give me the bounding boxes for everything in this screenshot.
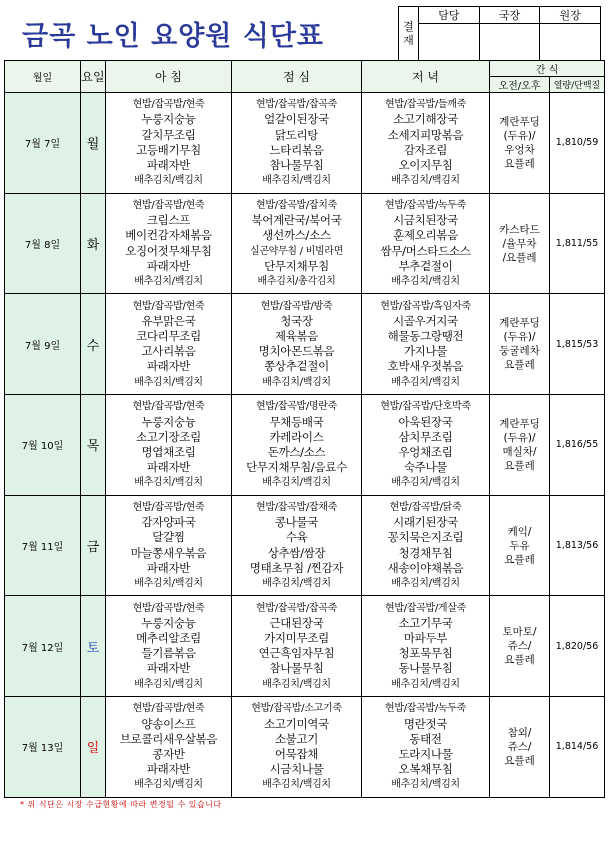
dinner-cell — [362, 697, 490, 798]
menu-item: 현밥/잡곡밥/들깨죽 — [384, 99, 467, 111]
menu-item: 명태초무침 /찐감자 — [249, 560, 344, 575]
menu-item: 호박새우젓볶음 — [387, 359, 464, 374]
menu-item: 배추김치/백김치 — [391, 678, 460, 690]
snack-cell — [490, 596, 550, 697]
menu-item: 쫑상추겉절이 — [264, 359, 329, 374]
snack-item: 카스타드 — [499, 223, 540, 236]
snack-item: /율무차 — [502, 237, 537, 250]
dinner-cell — [362, 294, 490, 395]
date-cell: 7월 9일 — [5, 294, 81, 395]
menu-item: 배추김치/백김치 — [262, 678, 331, 690]
header-snack-time: 오전/오후 — [490, 77, 550, 93]
menu-item: 현밥/잡곡밥/닭죽 — [389, 501, 462, 513]
menu-item: 가지나물 — [403, 344, 448, 359]
approval-role: 국장 — [479, 7, 540, 24]
menu-item: 소고기장조림 — [136, 429, 201, 444]
snack-item: 케익/ — [507, 525, 532, 538]
snack-item: (두유)/ — [503, 129, 536, 142]
snack-item: (두유)/ — [503, 431, 536, 444]
menu-item: 오복채무침 — [398, 762, 453, 777]
day-cell: 화 — [81, 193, 106, 294]
day-cell: 목 — [81, 395, 106, 496]
lunch-cell — [232, 495, 362, 596]
snack-cell — [490, 697, 550, 798]
header-lunch: 점 심 — [232, 61, 362, 93]
header-day: 요일 — [81, 61, 106, 93]
day-cell: 토 — [81, 596, 106, 697]
menu-item: 시골우거지국 — [393, 313, 458, 328]
dinner-cell — [362, 193, 490, 294]
menu-item: 현밥/잡곡밥/잡곡죽 — [255, 602, 338, 614]
meal-table-body — [5, 93, 605, 798]
snack-item: 참외/ — [507, 726, 532, 739]
menu-item: 시금치나물 — [269, 762, 324, 777]
menu-item: 파래자반 — [146, 661, 191, 676]
menu-item: 현밥/잡곡밥/현죽 — [132, 99, 205, 111]
snack-item: 요플레 — [504, 459, 535, 472]
menu-item: 배추김치/백김치 — [134, 275, 203, 287]
lunch-cell — [232, 596, 362, 697]
menu-item: 시금치된장국 — [393, 213, 458, 228]
menu-item: 쌈무/머스타드소스 — [380, 243, 471, 258]
menu-item: 브로콜리새우살볶음 — [119, 731, 218, 746]
menu-item: 달걀찜 — [152, 530, 185, 545]
menu-item: 청국장 — [280, 313, 313, 328]
menu-item: 꽁치묵은지조림 — [387, 530, 464, 545]
breakfast-cell — [106, 495, 232, 596]
table-row — [5, 294, 605, 395]
menu-item: 소고기해장국 — [393, 112, 458, 127]
menu-item: 수육 — [285, 530, 308, 545]
snack-cell — [490, 294, 550, 395]
menu-item: 파래자반 — [146, 359, 191, 374]
menu-item: 삼치무조림 — [398, 429, 453, 444]
menu-item: 갈치무조림 — [141, 127, 196, 142]
menu-item: 메추리알조림 — [136, 631, 201, 646]
menu-item: 닭도리탕 — [274, 127, 319, 142]
approval-role: 원장 — [540, 7, 601, 24]
menu-item: 현밥/잡곡밥/밤죽 — [260, 300, 333, 312]
breakfast-cell — [106, 93, 232, 194]
header-breakfast: 아 침 — [106, 61, 232, 93]
snack-item: 쥬스/ — [507, 640, 532, 653]
snack-item: 요플레 — [504, 553, 535, 566]
menu-item: 배추김치/백김치 — [262, 477, 331, 489]
menu-item: 현밥/잡곡밥/단호박죽 — [380, 401, 471, 413]
approval-signature-slot — [419, 24, 480, 61]
menu-item: 콩자반 — [152, 746, 185, 761]
table-row — [5, 93, 605, 194]
menu-item: 배추김치/백김치 — [391, 779, 460, 791]
menu-item: 배추김치/백김치 — [134, 779, 203, 791]
snack-item: (두유)/ — [503, 331, 536, 344]
snack-item: 토마토/ — [502, 626, 537, 639]
dinner-cell — [362, 596, 490, 697]
snack-cell — [490, 395, 550, 496]
date-cell: 7월 12일 — [5, 596, 81, 697]
allergy-info-block — [6, 810, 602, 852]
snack-cell — [490, 93, 550, 194]
snack-item: 우엉차 — [504, 143, 535, 156]
menu-item: 청포묵무침 — [398, 646, 453, 661]
menu-item: 명란젓국 — [403, 716, 448, 731]
lunch-cell — [232, 697, 362, 798]
menu-item: 현밥/잡곡밥/명란죽 — [255, 401, 338, 413]
date-cell: 7월 11일 — [5, 495, 81, 596]
nutrition-cell: 1,814/56 — [550, 697, 605, 798]
menu-item: 배추김치/백김치 — [391, 175, 460, 187]
menu-item: 파래자반 — [146, 762, 191, 777]
menu-item: 명엽채조림 — [141, 444, 196, 459]
table-row — [5, 697, 605, 798]
snack-item: /요플레 — [502, 251, 537, 264]
dinner-cell — [362, 495, 490, 596]
menu-item: 누룽지숭늉 — [141, 112, 196, 127]
menu-item: 단무지채무침/음료수 — [246, 460, 347, 475]
menu-item: 참나물무침 — [269, 661, 324, 676]
nutrition-cell: 1,813/56 — [550, 495, 605, 596]
menu-item: 어묵잡채 — [274, 746, 319, 761]
menu-item: 배추김치/백김치 — [262, 175, 331, 187]
menu-item: 실곤약무침 / 비빔라면 — [249, 245, 344, 257]
menu-item: 누룽지숭늉 — [141, 615, 196, 630]
notice-text: * 위 식단은 시장 수급현황에 따라 변경될 수 있습니다 — [20, 800, 222, 809]
day-cell: 수 — [81, 294, 106, 395]
menu-item: 오이지무침 — [398, 158, 453, 173]
menu-item: 콩나물국 — [274, 515, 319, 530]
table-row — [5, 395, 605, 496]
menu-item: 숙주나물 — [403, 460, 448, 475]
menu-item: 부추겉절이 — [398, 258, 453, 273]
menu-item: 현밥/잡곡밥/잡곡죽 — [255, 99, 338, 111]
menu-item: 참나물무침 — [269, 158, 324, 173]
menu-item: 도라지나물 — [398, 746, 453, 761]
menu-item: 현밥/잡곡밥/소고기죽 — [251, 703, 342, 715]
menu-item: 가지미무조림 — [264, 631, 329, 646]
menu-item: 현밥/잡곡밥/현죽 — [132, 602, 205, 614]
menu-item: 생선까스/소스 — [262, 228, 331, 243]
breakfast-cell — [106, 697, 232, 798]
meal-table — [4, 60, 605, 798]
menu-item: 배추김치/백김치 — [134, 175, 203, 187]
breakfast-cell — [106, 294, 232, 395]
snack-item: 요플레 — [504, 157, 535, 170]
lunch-cell — [232, 395, 362, 496]
header-dinner: 저 녁 — [362, 61, 490, 93]
menu-item: 아욱된장국 — [398, 414, 453, 429]
menu-item: 배추김치/백김치 — [262, 578, 331, 589]
breakfast-cell — [106, 193, 232, 294]
dinner-cell — [362, 93, 490, 194]
menu-item: 배추김치/백김치 — [391, 376, 460, 388]
nutrition-cell: 1,815/53 — [550, 294, 605, 395]
page-title: 금곡 노인 요양원 식단표 — [22, 21, 325, 52]
menu-item: 현밥/잡곡밥/잡치죽 — [255, 199, 338, 211]
menu-item: 베이컨감자채볶음 — [125, 228, 212, 243]
menu-item: 느타리볶음 — [269, 142, 324, 157]
menu-item: 파래자반 — [146, 258, 191, 273]
nutrition-cell: 1,820/56 — [550, 596, 605, 697]
menu-item: 명치아몬드볶음 — [258, 344, 335, 359]
nutrition-cell: 1,810/59 — [550, 93, 605, 194]
approval-signature-slot — [540, 24, 601, 61]
menu-item: 북어계란국/북어국 — [251, 213, 342, 228]
snack-item: 요플레 — [504, 359, 535, 372]
menu-item: 마파두부 — [403, 631, 448, 646]
menu-item: 돈까스/소스 — [267, 444, 326, 459]
lunch-cell — [232, 93, 362, 194]
lunch-cell — [232, 193, 362, 294]
snack-item: 두유 — [509, 539, 530, 552]
menu-item: 제육볶음 — [274, 329, 319, 344]
menu-item: 동나물무침 — [398, 661, 453, 676]
snack-item: 둥굴레차 — [499, 345, 540, 358]
date-cell: 7월 8일 — [5, 193, 81, 294]
menu-item: 단무지채무침 — [264, 258, 329, 273]
menu-item: 소고기미역국 — [264, 716, 329, 731]
menu-item: 코다리무조림 — [136, 329, 201, 344]
menu-item: 얼갈이된장국 — [264, 112, 329, 127]
menu-item: 우엉채조림 — [398, 444, 453, 459]
approval-signature-slot — [479, 24, 540, 61]
snack-cell — [490, 193, 550, 294]
menu-item: 카레라이스 — [269, 429, 324, 444]
menu-item: 시래기된장국 — [393, 515, 458, 530]
snack-item: 요플레 — [504, 754, 535, 767]
menu-item: 마늘쫑새우볶음 — [130, 545, 207, 560]
snack-cell — [490, 495, 550, 596]
menu-item: 파래자반 — [146, 560, 191, 575]
menu-item: 배추김치/백김치 — [391, 275, 460, 287]
menu-item: 훈제오리볶음 — [393, 228, 458, 243]
menu-item: 감자조림 — [403, 142, 448, 157]
menu-item: 현밥/잡곡밥/녹두죽 — [384, 703, 467, 715]
approval-label: 결 재 — [399, 7, 419, 61]
menu-item: 오징어젓무채무침 — [125, 243, 212, 258]
breakfast-cell — [106, 395, 232, 496]
menu-item: 배추김치/백김치 — [262, 376, 331, 388]
menu-item: 현밥/잡곡밥/게살죽 — [384, 602, 467, 614]
nutrition-cell: 1,811/55 — [550, 193, 605, 294]
table-row — [5, 596, 605, 697]
table-row — [5, 193, 605, 294]
date-cell: 7월 13일 — [5, 697, 81, 798]
menu-item: 들기름볶음 — [141, 646, 196, 661]
date-cell: 7월 7일 — [5, 93, 81, 194]
nutrition-cell: 1,816/55 — [550, 395, 605, 496]
menu-item: 배추김치/백김치 — [134, 376, 203, 388]
menu-item: 배추김치/백김치 — [391, 578, 460, 589]
menu-item: 해물동그랑땡전 — [387, 329, 464, 344]
menu-item: 현밥/잡곡밥/현죽 — [132, 300, 205, 312]
menu-item: 동태전 — [409, 731, 442, 746]
snack-item: 계란푸딩 — [499, 115, 540, 128]
menu-item: 유부맑은국 — [141, 313, 196, 328]
header-snack: 간 식 — [490, 61, 605, 77]
menu-item: 현밥/잡곡밥/잡채죽 — [255, 501, 338, 513]
menu-item: 누룽지숭늉 — [141, 414, 196, 429]
approval-box — [398, 6, 601, 61]
lunch-cell — [232, 294, 362, 395]
menu-item: 연근흑임자무침 — [258, 646, 335, 661]
menu-item: 고사리볶음 — [141, 344, 196, 359]
menu-item: 배추김치/백김치 — [134, 477, 203, 489]
table-row — [5, 495, 605, 596]
menu-item: 배추김치/백김치 — [134, 678, 203, 690]
snack-item: 계란푸딩 — [499, 317, 540, 330]
menu-item: 크림스프 — [146, 213, 191, 228]
menu-item: 소불고기 — [274, 731, 319, 746]
menu-item: 배추김치/백김치 — [262, 779, 331, 791]
menu-item: 상추쌈/쌈장 — [267, 545, 326, 560]
menu-item: 배추김치/백김치 — [134, 578, 203, 589]
menu-item: 현밥/잡곡밥/녹두죽 — [384, 199, 467, 211]
approval-role: 담당 — [419, 7, 480, 24]
menu-item: 새송이야채볶음 — [387, 560, 464, 575]
menu-item: 현밥/잡곡밥/흑임자죽 — [380, 300, 471, 312]
dinner-cell — [362, 395, 490, 496]
day-cell: 금 — [81, 495, 106, 596]
menu-item: 무채등배국 — [269, 414, 324, 429]
day-cell: 일 — [81, 697, 106, 798]
snack-item: 쥬스/ — [507, 740, 532, 753]
menu-item: 고등배기무침 — [136, 142, 201, 157]
menu-item: 현밥/잡곡밥/현죽 — [132, 501, 205, 513]
menu-item: 배추김치/백김치 — [391, 477, 460, 489]
snack-item: 매실차/ — [502, 445, 537, 458]
menu-item: 현밥/잡곡밥/현죽 — [132, 703, 205, 715]
menu-item: 소세지피망볶음 — [387, 127, 464, 142]
menu-item: 근대된장국 — [269, 615, 324, 630]
menu-item: 양송이스프 — [141, 716, 196, 731]
header-nutrition: 열량/단백질 — [550, 77, 605, 93]
menu-item: 현밥/잡곡밥/현죽 — [132, 199, 205, 211]
menu-item: 파래자반 — [146, 158, 191, 173]
breakfast-cell — [106, 596, 232, 697]
menu-item: 감자양파국 — [141, 515, 196, 530]
menu-item: 파래자반 — [146, 460, 191, 475]
snack-item: 계란푸딩 — [499, 417, 540, 430]
snack-item: 요플레 — [504, 654, 535, 667]
menu-item: 현밥/잡곡밥/현죽 — [132, 401, 205, 413]
menu-item: 청경채무침 — [398, 545, 453, 560]
header-date: 월일 — [5, 61, 81, 93]
menu-item: 배추김치/총각김치 — [257, 275, 336, 287]
date-cell: 7월 10일 — [5, 395, 81, 496]
day-cell: 월 — [81, 93, 106, 194]
menu-item: 소고기무국 — [398, 615, 453, 630]
